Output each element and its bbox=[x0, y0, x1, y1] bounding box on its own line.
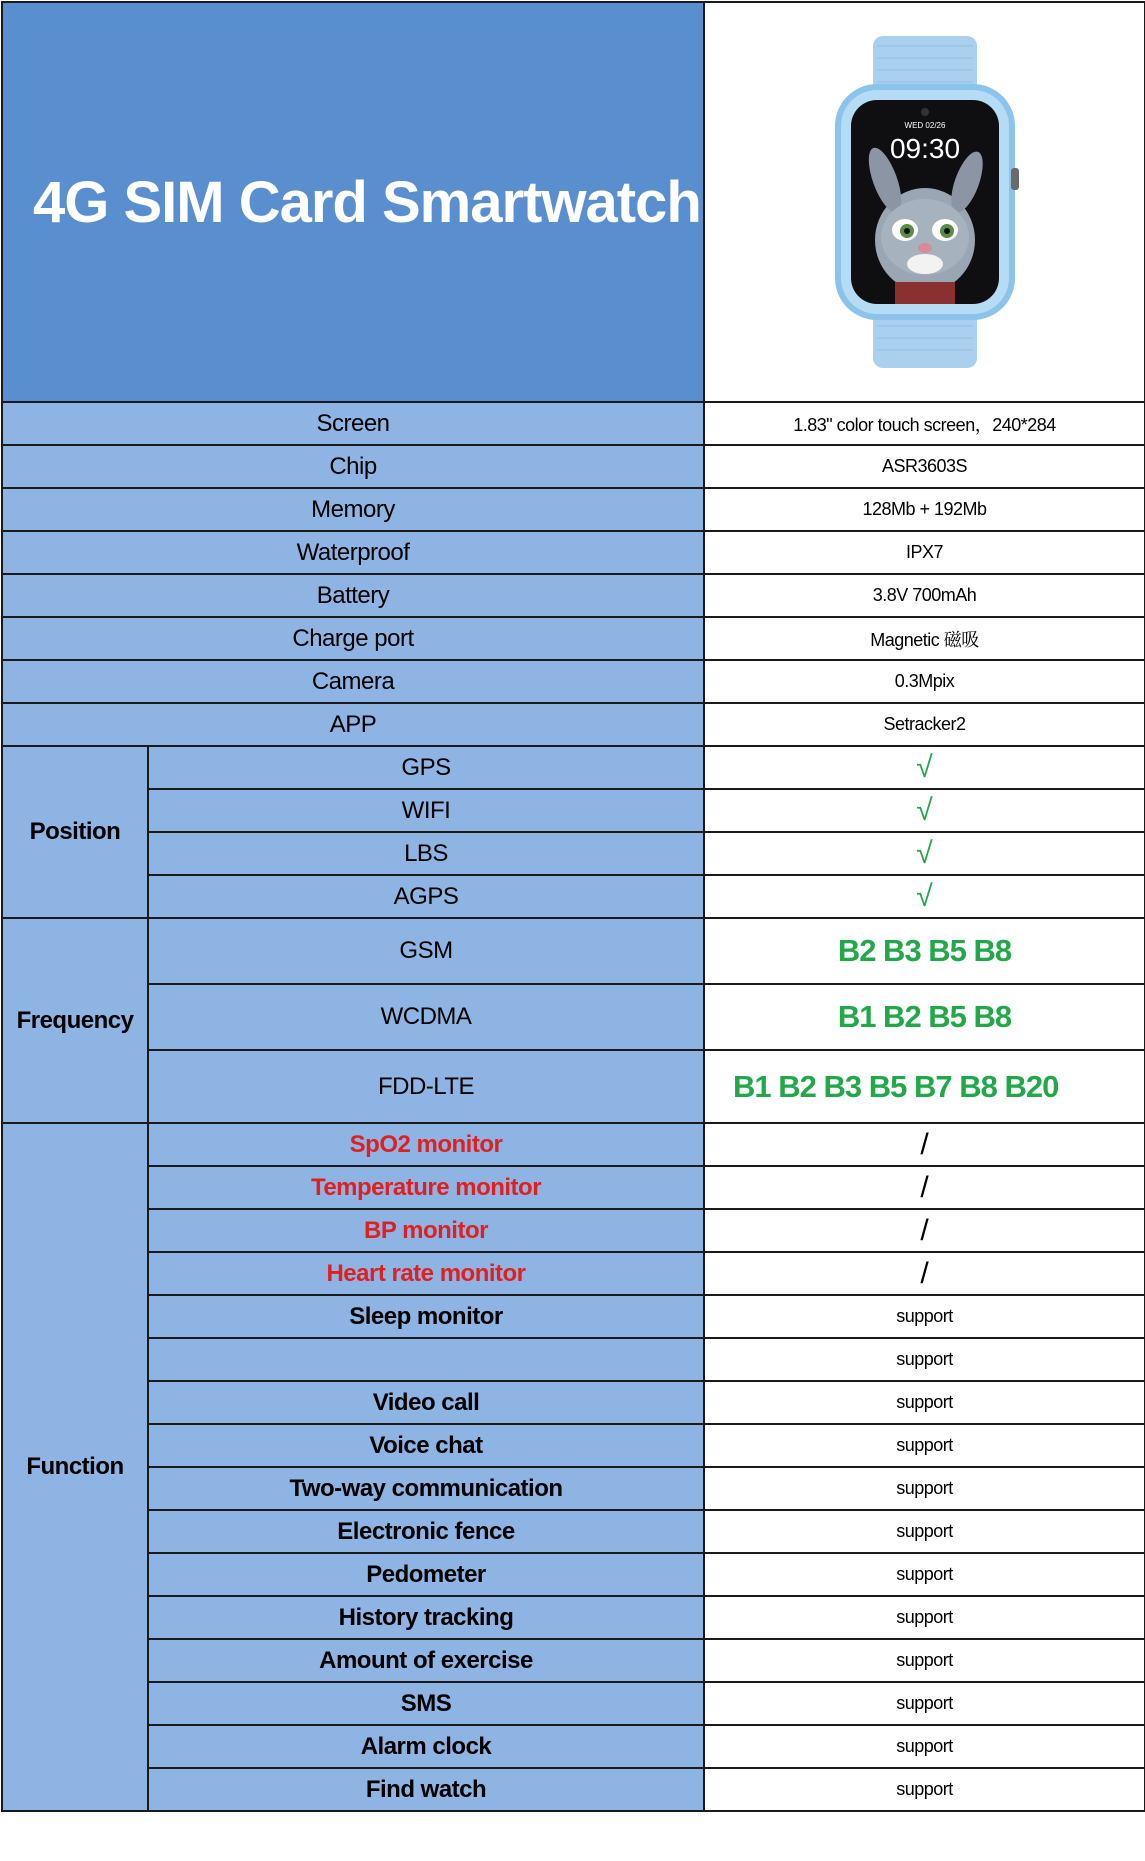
function-value: support bbox=[704, 1553, 1145, 1596]
frequency-label: WCDMA bbox=[148, 984, 704, 1050]
position-row bbox=[2, 789, 1145, 832]
function-value: support bbox=[704, 1639, 1145, 1682]
function-value: support bbox=[704, 1295, 1145, 1338]
function-row bbox=[2, 1467, 1145, 1510]
function-label: Amount of exercise bbox=[148, 1639, 704, 1682]
frequency-bands: B1 B2 B3 B5 B7 B8 B20 bbox=[704, 1050, 1145, 1123]
frequency-group-label: Frequency bbox=[2, 918, 148, 1123]
spec-label: Chip bbox=[2, 445, 704, 488]
function-row bbox=[2, 1596, 1145, 1639]
function-row bbox=[2, 1424, 1145, 1467]
title-cell bbox=[2, 2, 704, 402]
spec-label: APP bbox=[2, 703, 704, 746]
function-label: Two-way communication bbox=[148, 1467, 704, 1510]
function-row bbox=[2, 1682, 1145, 1725]
function-value: support bbox=[704, 1596, 1145, 1639]
function-value: / bbox=[704, 1123, 1145, 1166]
function-label: Sleep monitor bbox=[148, 1295, 704, 1338]
function-label: Find watch bbox=[148, 1768, 704, 1811]
spec-label: Charge port bbox=[2, 617, 704, 660]
spec-row bbox=[2, 488, 1145, 531]
spec-value: IPX7 bbox=[704, 531, 1145, 574]
function-row bbox=[2, 1510, 1145, 1553]
position-row bbox=[2, 746, 1145, 789]
function-label: Voice chat bbox=[148, 1424, 704, 1467]
function-row bbox=[2, 1295, 1145, 1338]
function-label: Temperature monitor bbox=[148, 1166, 704, 1209]
frequency-bands: B2 B3 B5 B8 bbox=[704, 918, 1145, 984]
spec-row bbox=[2, 617, 1145, 660]
position-row bbox=[2, 875, 1145, 918]
function-label: Heart rate monitor bbox=[148, 1252, 704, 1295]
spec-value: Setracker2 bbox=[704, 703, 1145, 746]
spec-label: Screen bbox=[2, 402, 704, 445]
position-label: LBS bbox=[148, 832, 704, 875]
function-row bbox=[2, 1252, 1145, 1295]
page-title: 4G SIM Card Smartwatch bbox=[33, 169, 701, 235]
function-label: SMS bbox=[148, 1682, 704, 1725]
function-label: Electronic fence bbox=[148, 1510, 704, 1553]
spec-row bbox=[2, 703, 1145, 746]
spec-value: 1.83" color touch screen，240*284 bbox=[704, 402, 1145, 445]
function-group-label: Function bbox=[2, 1123, 148, 1811]
spec-label: Memory bbox=[2, 488, 704, 531]
function-label bbox=[148, 1338, 704, 1381]
frequency-bands: B1 B2 B5 B8 bbox=[704, 984, 1145, 1050]
function-row bbox=[2, 1209, 1145, 1252]
frequency-label: FDD-LTE bbox=[148, 1050, 704, 1123]
watch-time: 09:30 bbox=[889, 133, 960, 164]
spec-label: Waterproof bbox=[2, 531, 704, 574]
product-image-cell bbox=[704, 2, 1145, 402]
spec-row bbox=[2, 660, 1145, 703]
function-label: Video call bbox=[148, 1381, 704, 1424]
function-label: Pedometer bbox=[148, 1553, 704, 1596]
spec-label: Camera bbox=[2, 660, 704, 703]
position-row bbox=[2, 832, 1145, 875]
function-row bbox=[2, 1338, 1145, 1381]
function-value: support bbox=[704, 1424, 1145, 1467]
check-mark: √ bbox=[704, 746, 1145, 789]
spec-value: ASR3603S bbox=[704, 445, 1145, 488]
spec-row bbox=[2, 402, 1145, 445]
function-row bbox=[2, 1768, 1145, 1811]
function-row bbox=[2, 1553, 1145, 1596]
check-mark: √ bbox=[704, 832, 1145, 875]
frequency-label: GSM bbox=[148, 918, 704, 984]
check-mark: √ bbox=[704, 875, 1145, 918]
spec-value: Magnetic 磁吸 bbox=[704, 617, 1145, 660]
position-label: AGPS bbox=[148, 875, 704, 918]
function-value: support bbox=[704, 1381, 1145, 1424]
frequency-row bbox=[2, 984, 1145, 1050]
position-group-label: Position bbox=[2, 746, 148, 918]
function-row bbox=[2, 1381, 1145, 1424]
function-label: Alarm clock bbox=[148, 1725, 704, 1768]
function-row bbox=[2, 1725, 1145, 1768]
spec-row bbox=[2, 574, 1145, 617]
spec-row bbox=[2, 445, 1145, 488]
function-value: / bbox=[704, 1252, 1145, 1295]
spec-table bbox=[1, 1, 1145, 1812]
function-value: support bbox=[704, 1768, 1145, 1811]
function-value: support bbox=[704, 1510, 1145, 1553]
spec-label: Battery bbox=[2, 574, 704, 617]
function-row bbox=[2, 1123, 1145, 1166]
function-value: support bbox=[704, 1467, 1145, 1510]
position-label: GPS bbox=[148, 746, 704, 789]
function-label: History tracking bbox=[148, 1596, 704, 1639]
check-mark: √ bbox=[704, 789, 1145, 832]
function-row bbox=[2, 1166, 1145, 1209]
function-value: / bbox=[704, 1209, 1145, 1252]
function-value: support bbox=[704, 1682, 1145, 1725]
frequency-row bbox=[2, 1050, 1145, 1123]
function-label: BP monitor bbox=[148, 1209, 704, 1252]
frequency-row bbox=[2, 918, 1145, 984]
spec-row bbox=[2, 531, 1145, 574]
function-row bbox=[2, 1639, 1145, 1682]
position-label: WIFI bbox=[148, 789, 704, 832]
function-label: SpO2 monitor bbox=[148, 1123, 704, 1166]
function-value: / bbox=[704, 1166, 1145, 1209]
function-value: support bbox=[704, 1725, 1145, 1768]
watch-date: WED 02/26 bbox=[904, 121, 945, 130]
spec-value: 3.8V 700mAh bbox=[704, 574, 1145, 617]
spec-value: 0.3Mpix bbox=[704, 660, 1145, 703]
spec-value: 128Mb + 192Mb bbox=[704, 488, 1145, 531]
function-value: support bbox=[704, 1338, 1145, 1381]
smartwatch-image bbox=[825, 32, 1025, 372]
